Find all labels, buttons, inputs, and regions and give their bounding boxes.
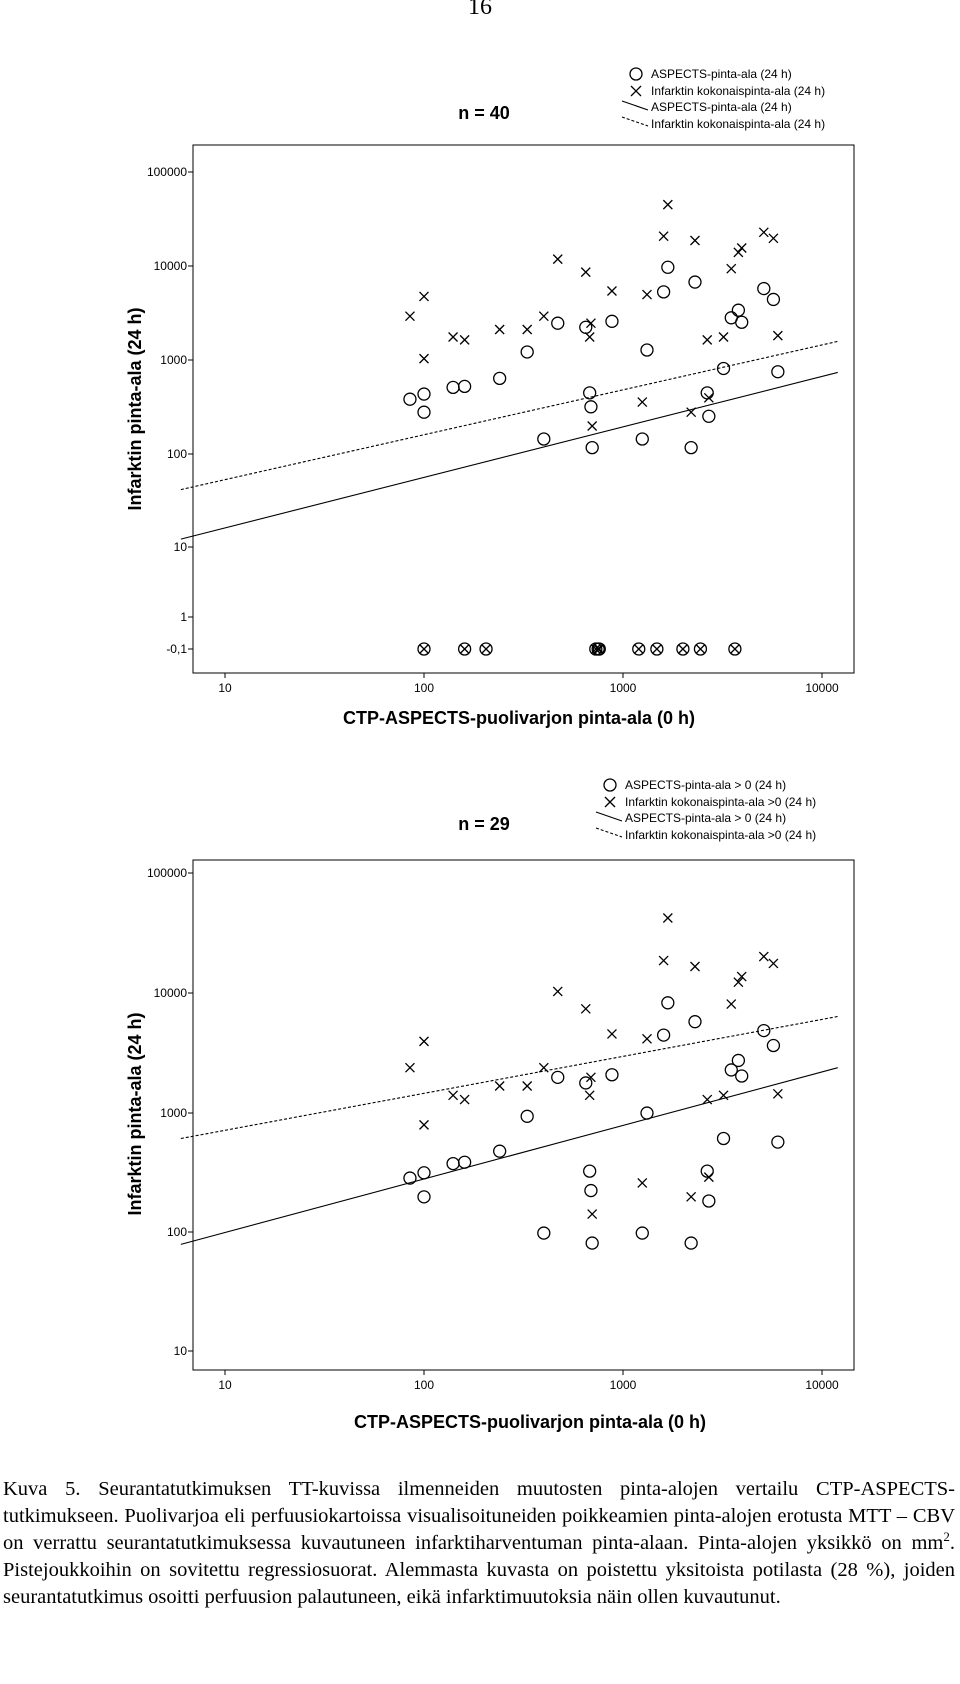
cross-point: [690, 962, 699, 971]
circle-point: [585, 1185, 597, 1197]
legend-cross-marker: [631, 86, 641, 96]
cross-point: [773, 331, 782, 340]
circle-point: [447, 1158, 459, 1170]
legend: [622, 67, 825, 131]
circle-point: [641, 1107, 653, 1119]
cross-point: [585, 1091, 594, 1100]
legend-label-dashed: Infarktin kokonaispinta-ala (24 h): [651, 117, 826, 131]
x-axis-label: CTP-ASPECTS-puolivarjon pinta-ala (0 h): [353, 1412, 707, 1432]
cross-point: [581, 1004, 590, 1013]
cross-point: [690, 236, 699, 245]
cross-point: [769, 234, 778, 243]
legend-dashed-line: [622, 117, 648, 126]
circle-point: [772, 366, 784, 378]
circle-point: [736, 1070, 748, 1082]
cross-point: [449, 332, 458, 341]
circle-point: [447, 381, 459, 393]
circle-point: [585, 401, 597, 413]
legend-solid-line: [622, 101, 648, 110]
x-tick-label: 100: [413, 681, 435, 695]
caption-superscript: 2: [943, 1529, 950, 1545]
cross-point: [659, 232, 668, 241]
circle-point: [685, 442, 697, 454]
y-tick-label: 100000: [146, 866, 187, 880]
cross-point: [773, 1089, 782, 1098]
circle-point: [606, 315, 618, 327]
circle-point: [418, 1167, 430, 1179]
legend-label-cross: Infarktin kokonaispinta-ala >0 (24 h): [625, 795, 817, 809]
cross-point: [638, 1178, 647, 1187]
cross-point: [642, 1034, 651, 1043]
circle-point: [606, 1069, 618, 1081]
circle-point: [732, 1054, 744, 1066]
cross-point: [719, 332, 728, 341]
cross-point: [727, 264, 736, 273]
circle-point: [418, 1191, 430, 1203]
cross-point: [586, 319, 595, 328]
regression-lines: [181, 1016, 838, 1244]
x-tick-label: 10000: [805, 681, 839, 695]
legend: [596, 778, 816, 842]
circle-point: [685, 1237, 697, 1249]
page-number: 16: [468, 0, 492, 20]
x-tick-label: 1000: [609, 1378, 637, 1392]
circle-point: [538, 1227, 550, 1239]
circle-point: [703, 1195, 715, 1207]
y-axis-ticks: [147, 165, 193, 656]
circle-point: [418, 388, 430, 400]
circle-point: [636, 433, 648, 445]
legend-label-circle: ASPECTS-pinta-ala > 0 (24 h): [625, 778, 787, 792]
cross-point: [737, 243, 746, 252]
y-tick-label: -0,1: [166, 642, 187, 656]
y-tick-label: 100: [166, 1225, 187, 1239]
circle-point: [736, 316, 748, 328]
x-tick-label: 10: [218, 1378, 232, 1392]
y-axis-label: Infarktin pinta-ala (24 h): [125, 1012, 145, 1216]
x-axis-ticks: [218, 1370, 839, 1392]
circle-point: [641, 344, 653, 356]
y-tick-label: 1: [180, 610, 187, 624]
x-tick-label: 1000: [609, 681, 637, 695]
cross-point: [607, 287, 616, 296]
cross-point: [607, 1029, 616, 1038]
circle-point: [662, 261, 674, 273]
circle-point: [689, 1016, 701, 1028]
legend-label-solid: ASPECTS-pinta-ala (24 h): [651, 100, 792, 114]
circle-point: [586, 442, 598, 454]
legend-label-dashed: Infarktin kokonaispinta-ala >0 (24 h): [625, 828, 817, 842]
legend-label-solid: ASPECTS-pinta-ala > 0 (24 h): [625, 811, 787, 825]
circle-point: [586, 1237, 598, 1249]
cross-point: [588, 1210, 597, 1219]
caption-text: Kuva 5. Seurantatutkimuksen TT-kuvissa ilmenneiden muutosten pinta-alojen vertailu CTP-ASPECTS-tutkimukseen. Puolivarjoa eli perfuusiokartoissa visualisoituneiden poikkeamien pinta-alojen erotusta MTT – CBV on verrattu seurantatutkimuksessa kuvautuneen infarktiharventuman pinta-alaan. Pinta-alojen yksikkö on mm: [3, 1478, 955, 1554]
x-axis-label: CTP-ASPECTS-puolivarjon pinta-ala (0 h): [342, 708, 696, 728]
x-axis-ticks: [218, 673, 839, 695]
caption-text-continued: . Pistejoukkoihin on sovitettu regressiosuorat. Alemmasta kuvasta on poistettu yksitoista potilasta (28 %), joiden seurantatutkimus osoitti perfuusion palautuneen, eikä infarktimuutoksia näin ollen kuvautunut.: [3, 1532, 955, 1608]
cross-point: [460, 335, 469, 344]
cross-point: [759, 228, 768, 237]
zero-point-cross: [482, 645, 490, 653]
cross-point: [769, 959, 778, 968]
y-axis-ticks: [147, 866, 193, 1358]
circle-point: [584, 1165, 596, 1177]
legend-circle-marker: [630, 68, 642, 80]
circle-point: [494, 1145, 506, 1157]
circle-point: [732, 304, 744, 316]
x-tick-label: 100: [413, 1378, 435, 1392]
regression-line-solid: [181, 1068, 838, 1245]
cross-point: [638, 398, 647, 407]
cross-point: [727, 1000, 736, 1009]
cross-point: [553, 255, 562, 264]
x-tick-label: 10000: [805, 1378, 839, 1392]
zero-point-cross: [731, 645, 739, 653]
regression-line-dashed: [181, 1016, 838, 1138]
cross-point: [420, 292, 429, 301]
cross-point: [588, 421, 597, 430]
cross-point: [523, 1082, 532, 1091]
circle-point: [521, 346, 533, 358]
y-tick-label: 1000: [160, 353, 187, 367]
cross-point: [581, 268, 590, 277]
circle-point: [703, 410, 715, 422]
cross-point: [703, 335, 712, 344]
circle-point: [758, 283, 770, 295]
cross-point: [759, 952, 768, 961]
circle-point: [404, 393, 416, 405]
circle-point: [521, 1110, 533, 1122]
regression-lines: [181, 341, 838, 539]
cross-point: [553, 987, 562, 996]
cross-point: [420, 354, 429, 363]
plot-frame: [193, 860, 854, 1370]
legend-label-circle: ASPECTS-pinta-ala (24 h): [651, 67, 792, 81]
scatter-plot-infarct-patients: [0, 760, 960, 1460]
circle-point: [767, 293, 779, 305]
cross-point: [734, 248, 743, 257]
cross-point: [495, 325, 504, 334]
cross-point: [663, 914, 672, 923]
y-tick-label: 1000: [160, 1106, 187, 1120]
zero-point-cross: [461, 645, 469, 653]
cross-point: [704, 393, 713, 402]
circle-point: [718, 1133, 730, 1145]
circle-point: [459, 380, 471, 392]
cross-point: [687, 1192, 696, 1201]
regression-line-dashed: [181, 341, 838, 489]
cross-point: [523, 325, 532, 334]
circle-point: [538, 433, 550, 445]
y-tick-label: 100: [166, 447, 187, 461]
cross-point: [460, 1095, 469, 1104]
cross-point: [449, 1091, 458, 1100]
legend-cross-marker: [605, 797, 615, 807]
x-tick-label: 10: [218, 681, 232, 695]
zero-point-cross: [653, 645, 661, 653]
circle-point: [494, 372, 506, 384]
cross-point: [585, 332, 594, 341]
plot-title: n = 40: [458, 103, 510, 123]
cross-point: [495, 1082, 504, 1091]
cross-point: [663, 200, 672, 209]
zero-point-cross: [635, 645, 643, 653]
cross-point: [539, 1063, 548, 1072]
data-points: [404, 200, 784, 655]
cross-point: [405, 312, 414, 321]
legend-circle-marker: [604, 779, 616, 791]
circle-point: [662, 997, 674, 1009]
cross-point: [405, 1063, 414, 1072]
circle-point: [584, 387, 596, 399]
y-tick-label: 100000: [146, 165, 187, 179]
plot-frame: [193, 145, 854, 673]
cross-point: [642, 290, 651, 299]
circle-point: [689, 276, 701, 288]
circle-point: [552, 317, 564, 329]
regression-line-solid: [181, 372, 838, 539]
circle-point: [658, 286, 670, 298]
circle-point: [767, 1040, 779, 1052]
cross-point: [420, 1037, 429, 1046]
cross-point: [659, 956, 668, 965]
cross-point: [539, 312, 548, 321]
data-points: [404, 914, 784, 1250]
figure-caption: [3, 1476, 955, 1611]
circle-point: [552, 1071, 564, 1083]
circle-point: [658, 1029, 670, 1041]
legend-solid-line: [596, 812, 622, 821]
legend-dashed-line: [596, 828, 622, 837]
scatter-plot-all-patients: [0, 0, 960, 745]
y-tick-label: 10000: [153, 986, 187, 1000]
y-tick-label: 10: [173, 540, 187, 554]
y-axis-label: Infarktin pinta-ala (24 h): [125, 307, 145, 511]
cross-point: [420, 1120, 429, 1129]
zero-point-cross: [420, 645, 428, 653]
plot-title: n = 29: [458, 814, 510, 834]
zero-point-cross: [679, 645, 687, 653]
circle-point: [418, 406, 430, 418]
circle-point: [459, 1156, 471, 1168]
circle-point: [636, 1227, 648, 1239]
circle-point: [772, 1136, 784, 1148]
legend-label-cross: Infarktin kokonaispinta-ala (24 h): [651, 84, 826, 98]
y-tick-label: 10: [173, 1344, 187, 1358]
y-tick-label: 10000: [153, 259, 187, 273]
zero-point-cross: [696, 645, 704, 653]
